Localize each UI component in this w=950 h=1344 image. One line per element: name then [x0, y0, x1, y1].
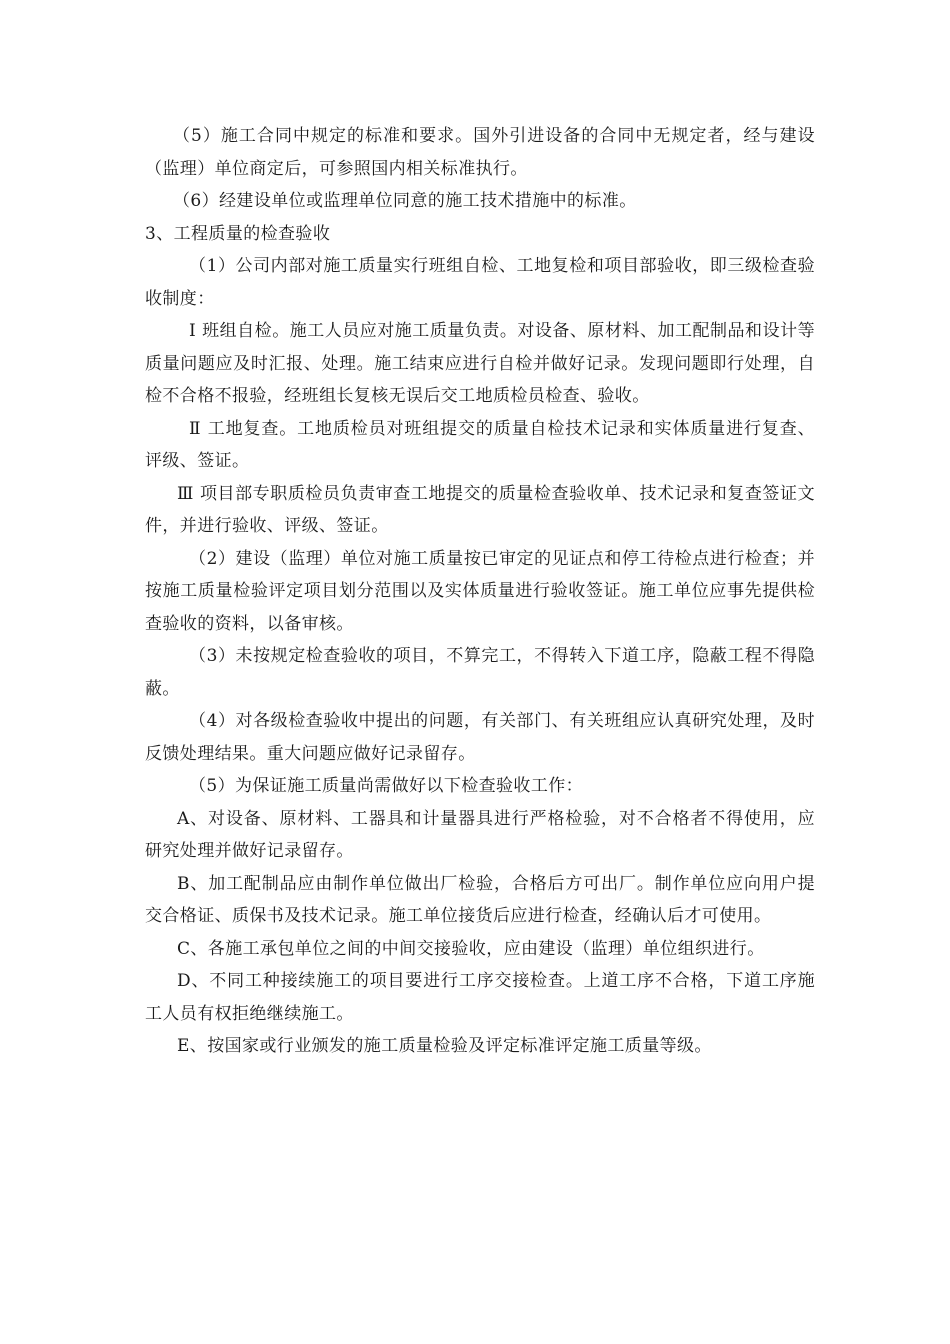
paragraph-standard-5: （5）施工合同中规定的标准和要求。国外引进设备的合同中无规定者，经与建设（监理）单位商定后，可参照国内相关标准执行。	[145, 126, 815, 179]
paragraph-inspection-5: （5）为保证施工质量尚需做好以下检查验收工作：	[189, 776, 584, 796]
paragraph-item-c: C、各施工承包单位之间的中间交接验收，应由建设（监理）单位组织进行。	[177, 938, 765, 959]
paragraph-site-recheck: Ⅱ 工地复查。工地质检员对班组提交的质量自检技术记录和实体质量进行复查、评级、签证。	[145, 418, 815, 471]
paragraph-standard-6: （6）经建设单位或监理单位同意的施工技术措施中的标准。	[173, 191, 637, 211]
paragraph-inspection-3: （3）未按规定检查验收的项目，不算完工，不得转入下道工序，隐蔽工程不得隐蔽。	[145, 646, 815, 699]
paragraph-inspection-2: （2）建设（监理）单位对施工质量按已审定的见证点和停工待检点进行检查；并按施工质量检验评定项目划分范围以及实体质量进行验收签证。施工单位应事先提供检查验收的资料，以备审核。	[145, 548, 815, 634]
paragraph-team-self-check: Ⅰ 班组自检。施工人员应对施工质量负责。对设备、原材料、加工配制品和设计等质量问题应及时汇报、处理。施工结束应进行自检并做好记录。发现问题即行处理，自检不合格不报验，经班组长复核无误后交工地质检员检查、验收。	[145, 321, 815, 406]
paragraph-inspection-1: （1）公司内部对施工质量实行班组自检、工地复检和项目部验收，即三级检查验收制度：	[145, 256, 815, 309]
section-heading-quality-inspection: 3、工程质量的检查验收	[145, 223, 331, 244]
paragraph-item-e: E、按国家或行业颁发的施工质量检验及评定标准评定施工质量等级。	[177, 1036, 712, 1056]
paragraph-item-d: D、不同工种接续施工的项目要进行工序交接检查。上道工序不合格，下道工序施工人员有权拒绝继续施工。	[145, 971, 815, 1024]
paragraph-item-b: B、加工配制品应由制作单位做出厂检验，合格后方可出厂。制作单位应向用户提交合格证、质保书及技术记录。施工单位接货后应进行检查，经确认后才可使用。	[145, 873, 815, 926]
paragraph-item-a: A、对设备、原材料、工器具和计量器具进行严格检验，对不合格者不得使用，应研究处理并做好记录留存。	[145, 808, 815, 861]
paragraph-inspection-4: （4）对各级检查验收中提出的问题，有关部门、有关班组应认真研究处理，及时反馈处理结果。重大问题应做好记录留存。	[145, 711, 815, 764]
paragraph-project-acceptance: Ⅲ 项目部专职质检员负责审查工地提交的质量检查验收单、技术记录和复查签证文件，并进行验收、评级、签证。	[145, 483, 815, 536]
document-body	[145, 120, 815, 1063]
